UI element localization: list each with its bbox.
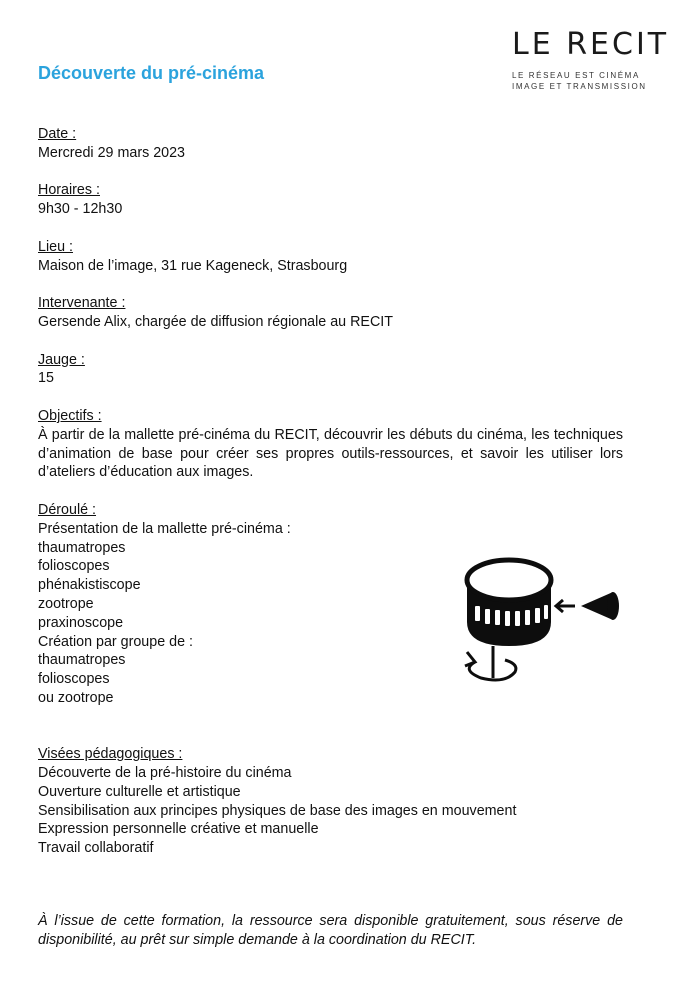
visees-label: Visées pédagogiques : xyxy=(38,746,183,763)
recit-logo xyxy=(512,27,670,92)
list-item: folioscopes xyxy=(38,671,110,688)
list-item: zootrope xyxy=(38,595,94,612)
section-lieu xyxy=(38,238,623,276)
zootrope-illustration-icon xyxy=(453,548,639,708)
section-visees xyxy=(38,745,623,858)
deroule-intro-presentation: Présentation de la mallette pré-cinéma : xyxy=(38,520,291,537)
list-item: Expression personnelle créative et manuelle xyxy=(38,821,319,838)
main-content xyxy=(38,125,623,877)
page-title: Découverte du pré-cinéma xyxy=(38,63,265,83)
deroule-intro-creation: Création par groupe de : xyxy=(38,633,193,650)
list-item: Ouverture culturelle et artistique xyxy=(38,783,241,800)
intervenante-value: Gersende Alix, chargée de diffusion régionale au RECIT xyxy=(38,313,393,330)
section-date xyxy=(38,125,623,163)
logo-word: LE RECIT xyxy=(512,27,670,62)
list-item: ou zootrope xyxy=(38,689,114,706)
list-item: praxinoscope xyxy=(38,614,124,631)
jauge-label: Jauge : xyxy=(38,351,85,368)
lieu-label: Lieu : xyxy=(38,238,73,255)
date-value: Mercredi 29 mars 2023 xyxy=(38,144,186,161)
horaires-label: Horaires : xyxy=(38,182,100,199)
list-item: Sensibilisation aux principes physiques de base des images en mouvement xyxy=(38,802,517,819)
objectifs-value: À partir de la mallette pré-cinéma du RECIT, découvrir les débuts du cinéma, les techniques d’animation de base pour créer ses propres outils-ressources, et savoir les utiliser lors d’ateliers d’éducation aux images. xyxy=(38,426,623,481)
intervenante-label: Intervenante : xyxy=(38,295,126,312)
deroule-label: Déroulé : xyxy=(38,501,97,518)
date-label: Date : xyxy=(38,126,77,142)
section-objectifs xyxy=(38,407,623,482)
list-item: thaumatropes xyxy=(38,539,126,556)
list-item: Découverte de la pré-histoire du cinéma xyxy=(38,765,292,782)
section-horaires xyxy=(38,181,623,219)
footer-note: À l’issue de cette formation, la ressource sera disponible gratuitement, sous réserve de disponibilité, au prêt sur simple demande à la coordination du RECIT. xyxy=(38,913,623,948)
section-intervenante xyxy=(38,294,623,332)
lieu-value: Maison de l’image, 31 rue Kageneck, Strasbourg xyxy=(38,257,348,274)
list-item: thaumatropes xyxy=(38,652,126,669)
visees-list xyxy=(38,764,623,858)
list-item: Travail collaboratif xyxy=(38,840,154,857)
objectifs-label: Objectifs : xyxy=(38,407,102,424)
jauge-value: 15 xyxy=(38,370,54,387)
logo-tagline-2: IMAGE ET TRANSMISSION xyxy=(512,82,647,91)
section-jauge xyxy=(38,351,623,389)
list-item: folioscopes xyxy=(38,558,110,575)
list-item: phénakistiscope xyxy=(38,577,141,594)
logo-tagline-1: LE RÉSEAU EST CINÉMA xyxy=(512,71,640,80)
horaires-value: 9h30 - 12h30 xyxy=(38,201,123,218)
